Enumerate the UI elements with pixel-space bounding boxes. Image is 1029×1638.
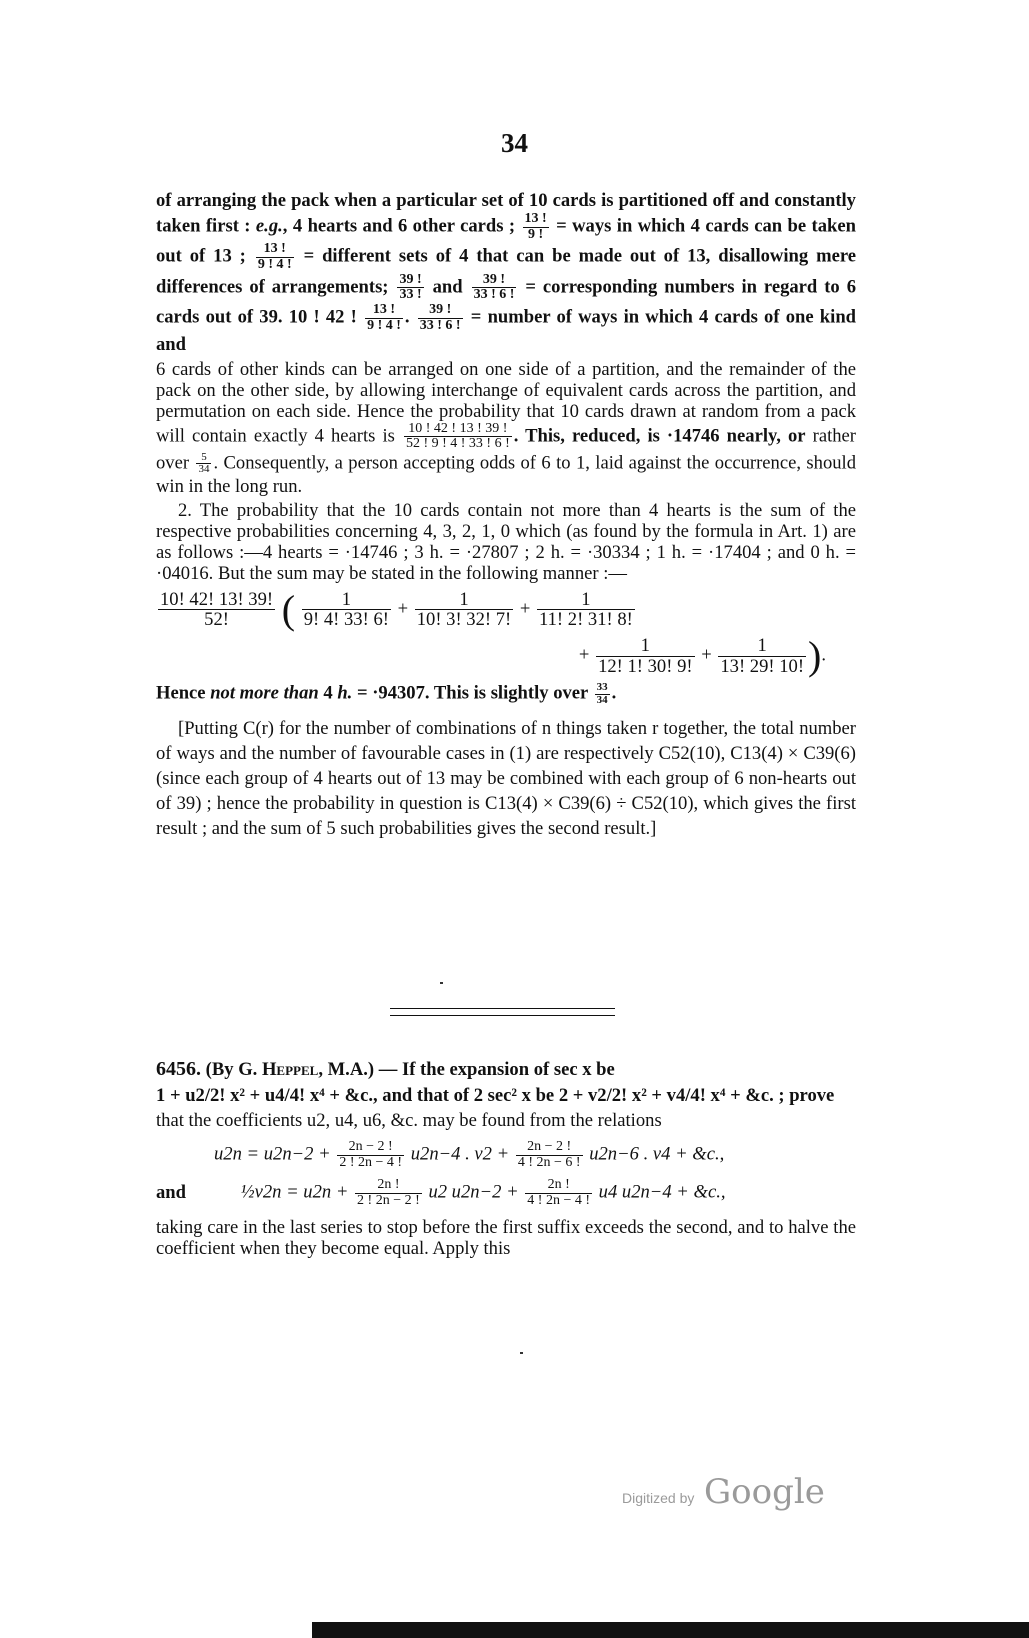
frac-probability	[404, 422, 512, 452]
scan-edge-bar	[312, 1622, 1029, 1638]
frac-num: 1	[302, 590, 391, 611]
p1-line4: be made out of 13, disallowing mere differences of arrangements;	[156, 245, 856, 298]
problem-last	[156, 1217, 856, 1259]
frac-13-9	[523, 212, 549, 242]
p1-line6b: = number of ways in which 4 cards of one kind and	[156, 306, 856, 355]
paragraph-2	[156, 500, 856, 584]
eq1-frac2	[516, 1140, 583, 1170]
p1-line9b: . Consequently, a person accepting odds of 6 to 1, laid against the occurrence, should win in the long run.	[156, 452, 857, 497]
hence-line	[156, 682, 856, 706]
sum-formula-line1: $\frac{10! 42! 13! 39!}{52!}$ ( $\frac{1}{9! 4! 33! 6!}$ + $\frac{1}{10! 3! 32! 7!}$ + $\frac{1}{11! 2! 31! 8!}$	[160, 586, 633, 632]
frac-33-34	[595, 682, 610, 706]
p3-text: [Putting C(r) for the number of combinations of n things taken r together, the total number of ways and the number of favourable cases in (1) are respectively C52(10), C13(4) × C39(6) (since each group of 4 hearts out of 13 may be combined with each group of 6 non-hearts out of 39) ; hence the probability in question is C13(4) × C39(6) ÷ C52(10), which gives the first result ; and the sum of 5 such probabilities gives the second result.]	[156, 718, 856, 840]
relation-2	[156, 1178, 856, 1208]
frac-num: 39 !	[399, 271, 422, 287]
digitized-watermark	[622, 1472, 832, 1512]
frac-39-33	[397, 273, 423, 303]
p1-eg: e.g.	[255, 215, 283, 237]
frac-num: 2n !	[525, 1178, 592, 1194]
paragraph-3	[156, 716, 856, 841]
term-5	[718, 636, 806, 676]
frac-den: 33 !	[399, 287, 422, 303]
frac-num: 2n !	[355, 1178, 422, 1194]
p1-line8b: . This, reduced, is ·14746 nearly, or	[513, 424, 806, 446]
problem-header	[156, 1058, 856, 1081]
hence-a: Hence	[156, 682, 211, 704]
problem-line2	[156, 1085, 856, 1107]
frac-num: 13 !	[365, 303, 403, 319]
frac-num: 1	[537, 590, 635, 611]
eq2-end: u4 u2n−4 + &c.,	[598, 1181, 726, 1203]
p1-line8a: exactly 4 hearts is	[253, 424, 395, 446]
p1-line2b: , 4 hearts and 6 other cards ;	[282, 215, 516, 237]
hence-h: h.	[337, 682, 353, 704]
author-b: , M.A.) — If the expansion of sec x be	[318, 1059, 615, 1080]
hence-italic: not more than	[210, 682, 319, 704]
p1-line1: of arranging the pack when a particular set of 10 cards is partitioned off	[156, 190, 735, 211]
eq1-mid: u2n−4 . v2 +	[410, 1143, 510, 1165]
p1-line6a: 10 ! 42 !	[288, 306, 357, 328]
paragraph-1: of arranging the pack when a particular set of 10 cards is partitioned off and constantly taken first : e.g., 4 hearts and 6 other cards ; $\frac{13 !}{9 !}$ = ways in which 4 cards can be taken out of 13 ; $\frac{13 !}{9 ! 4 !}$ = different sets of 4 that can be made out of 13, disallowing mere differences of arrangements; $\frac{39 !}{33 !}$ and $\frac{39 !}{33 ! 6 !}$ = corresponding numbers in regard to 6 cards out of 39. 10 ! 42 ! $\frac{13 !}{9 ! 4 !}$ . $\frac{39 !}{33 ! 6 !}$ = number of ways in which 4 cards of one kind and	[156, 190, 856, 355]
frac-den: 11! 2! 31! 8!	[539, 609, 633, 631]
frac-num: 2n − 2 !	[337, 1140, 404, 1156]
frac-num: 13 !	[524, 211, 547, 226]
problem-l2: 1 + u2/2! x² + u4/4! x⁴ + &c., and that of 2 sec² x be 2 + v2/2! x² + v4/4! x⁴ + &c. ; prove	[156, 1085, 835, 1106]
frac-den: 52!	[204, 609, 229, 631]
frac-den: 10! 3! 32! 7!	[416, 609, 512, 631]
frac-num: 1	[718, 636, 806, 657]
eq2-mid: u2 u2n−2 +	[428, 1181, 519, 1203]
watermark-small: Digitized by	[622, 1490, 695, 1506]
frac-num: 5	[196, 452, 211, 465]
frac-num: 10! 42! 13! 39!	[160, 588, 274, 610]
eq2-frac1	[355, 1178, 422, 1208]
problem-6456	[156, 1058, 856, 1262]
hence-d: .	[611, 682, 617, 704]
frac-num: 2n − 2 !	[516, 1140, 583, 1156]
p1-line2c: = ways in	[556, 215, 633, 237]
frac-5-34	[196, 452, 211, 476]
frac-den: 9! 4! 33! 6!	[303, 609, 389, 631]
p1-line3b: = different sets of 4 that can	[303, 245, 545, 267]
p1-line3a: which 4 cards can be taken out of 13 ;	[156, 215, 856, 267]
paragraph-1-cont	[156, 359, 856, 497]
problem-number: 6456.	[156, 1058, 201, 1080]
watermark-google: Google	[704, 1472, 825, 1512]
term-4	[596, 636, 695, 676]
eq2-frac2	[525, 1178, 592, 1208]
frac-num: 1	[596, 636, 695, 657]
p1-line2a: and constantly taken first :	[156, 190, 856, 237]
problem-l3: that the coefficients u2, u4, u6, &c. may be found from the relations	[156, 1110, 662, 1131]
frac-den: 4 ! 2n − 6 !	[517, 1154, 581, 1170]
eq1-end: u2n−6 . v4 + &c.,	[589, 1143, 725, 1165]
separator-rule-bottom	[390, 1015, 615, 1016]
frac-den: 2 ! 2n − 2 !	[357, 1193, 420, 1209]
frac-13-9-4b	[365, 303, 403, 333]
hence-b: 4	[318, 682, 338, 704]
frac-num: 10 ! 42 ! 13 ! 39 !	[404, 422, 512, 438]
frac-den: 9 !	[528, 226, 544, 242]
term-1	[302, 590, 391, 630]
frac-den: 12! 1! 30! 9!	[598, 655, 693, 677]
p1-line5b: = corresponding numbers in regard to 6 cards out of 39.	[156, 276, 856, 328]
sum-formula-line2: + $\frac{1}{12! 1! 30! 9!}$ + $\frac{1}{13! 29! 10!}$ ).	[578, 633, 826, 679]
frac-den: 2 ! 2n − 4 !	[339, 1154, 403, 1170]
frac-num: 33	[596, 681, 608, 694]
frac-prefactor	[158, 590, 275, 630]
p1-line9a: rather over	[156, 424, 856, 474]
hence-c: = ·94307. This is slightly over	[352, 682, 588, 704]
eq2-lhs: ½v2n = u2n +	[240, 1181, 349, 1203]
frac-39-33-6b	[418, 303, 463, 333]
frac-den: 4 ! 2n − 4 !	[527, 1193, 591, 1209]
frac-13-9-4	[256, 242, 294, 272]
p1-and: and	[432, 276, 463, 298]
frac-num: 13 !	[256, 242, 294, 258]
separator-rule-top	[390, 1008, 615, 1009]
p1-line7: 6 cards of other kinds can be arranged on one side of a partition, and the remainder of the pack on the other side, by allowing interchange of equivalent cards across the partition, and permutation on each side. Hence the probability that 10 cards drawn at random from a pack will contain	[156, 358, 856, 446]
frac-num: 39 !	[418, 303, 463, 319]
author-name: Heppel	[261, 1059, 319, 1080]
term-3	[537, 590, 635, 630]
frac-den: 9 ! 4 !	[257, 257, 292, 273]
eq1-frac1	[337, 1140, 404, 1170]
speck	[440, 982, 443, 984]
frac-den: 9 ! 4 !	[367, 317, 401, 333]
frac-den: 33 ! 6 !	[419, 317, 461, 333]
speck	[520, 1352, 523, 1354]
eq1-lhs: u2n = u2n−2 +	[214, 1143, 331, 1165]
frac-num: 1	[415, 590, 514, 611]
relation-1	[214, 1140, 856, 1170]
frac-den: 34	[596, 693, 608, 706]
eq2-and: and	[156, 1181, 186, 1203]
p2-text: 2. The probability that the 10 cards contain not more than 4 hearts is the sum of the respective probabilities concerning 4, 3, 2, 1, 0 which (as found by the formula in Art. 1) are as follows :—4 hearts = ·14746 ; 3 h. = ·27807 ; 2 h. = ·30334 ; 1 h. = ·17404 ; and 0 h. = ·04016. But the sum may be stated in the following manner :—	[156, 499, 856, 584]
author-a: (By G.	[205, 1059, 262, 1080]
problem-last-text: taking care in the last series to stop before the first suffix exceeds the second, and to halve the coefficient when they become equal. Apply this	[156, 1216, 856, 1259]
close-paren: )	[808, 633, 822, 679]
frac-num: 39 !	[472, 273, 517, 289]
open-paren: (	[281, 586, 296, 632]
main-text	[156, 190, 856, 844]
frac-39-33-6	[472, 273, 517, 303]
frac-den: 52 ! 9 ! 4 ! 33 ! 6 !	[405, 436, 510, 452]
frac-den: 34	[198, 463, 210, 476]
frac-den: 13! 29! 10!	[720, 655, 805, 677]
frac-den: 33 ! 6 !	[473, 287, 515, 303]
problem-line3	[156, 1110, 856, 1132]
term-2	[415, 590, 514, 630]
page-number: 34	[501, 128, 528, 158]
